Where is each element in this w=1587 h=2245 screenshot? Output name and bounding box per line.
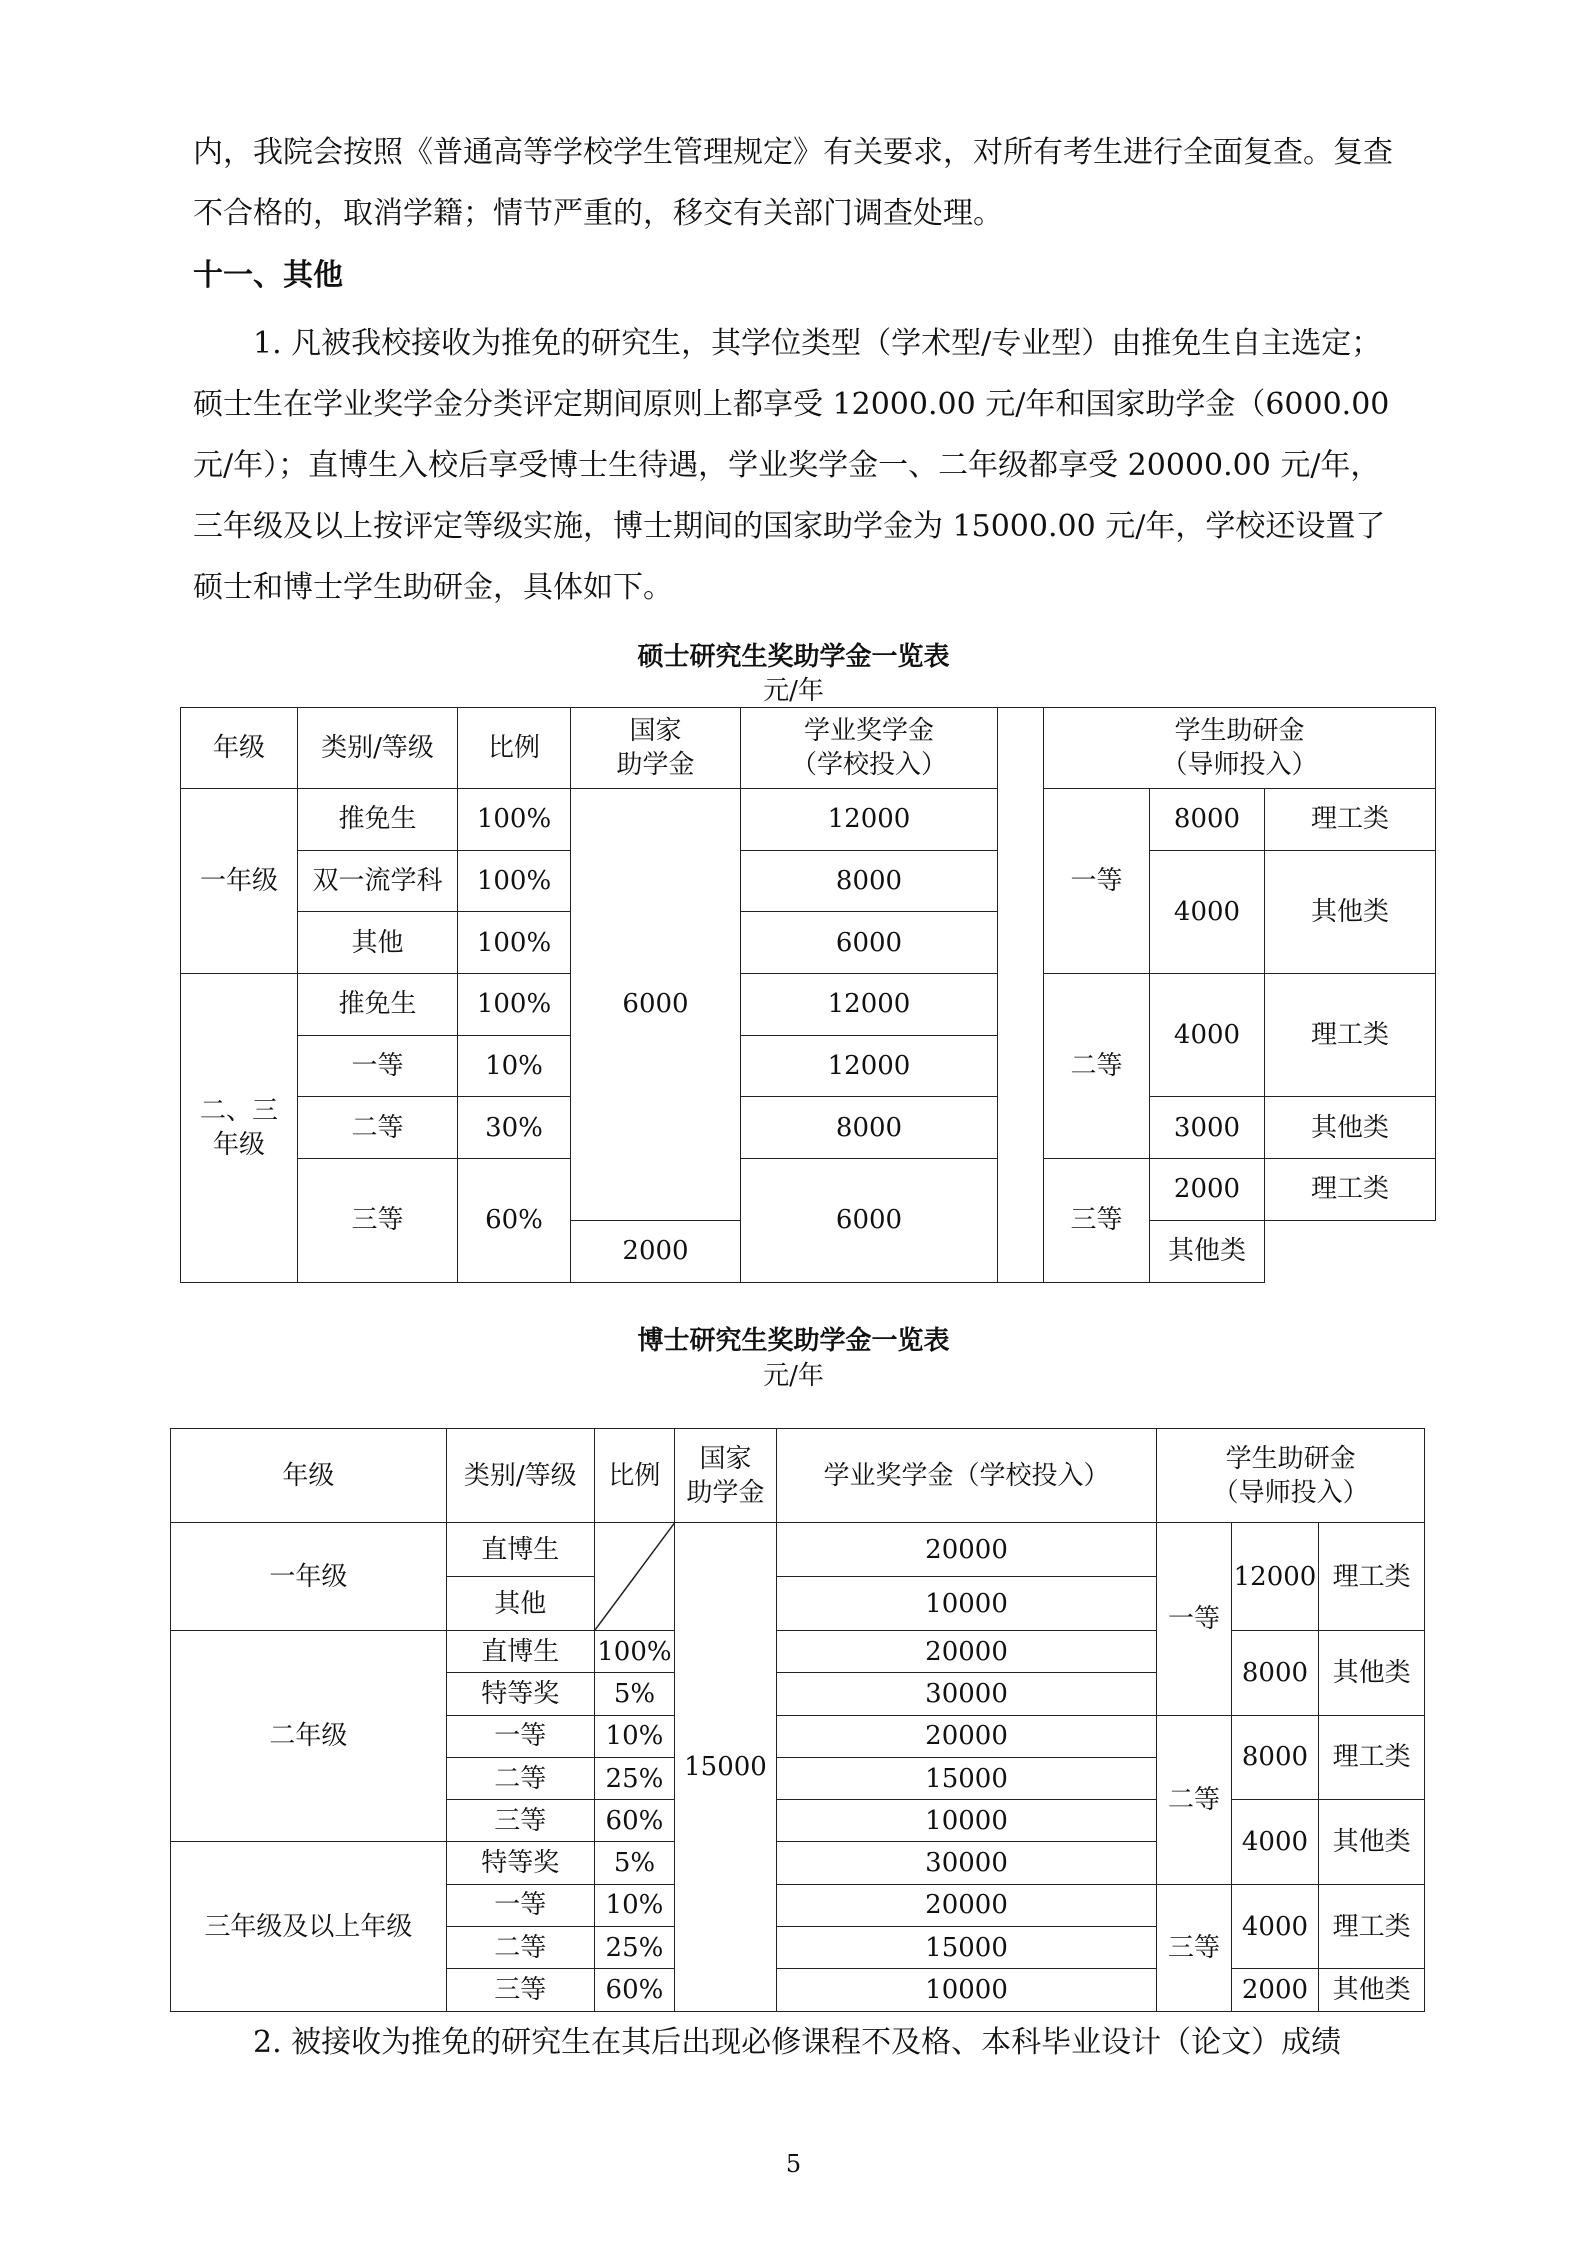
page-number: 5 xyxy=(785,2150,802,2178)
category-cell: 特等奖 xyxy=(446,1842,594,1884)
category-cell: 三等 xyxy=(446,1800,594,1842)
assistant-type-cell: 理工类 xyxy=(1265,789,1436,851)
category-cell: 一等 xyxy=(446,1715,594,1757)
category-cell: 一等 xyxy=(298,1035,458,1097)
ratio-cell: 10% xyxy=(594,1715,675,1757)
ratio-cell: 100% xyxy=(458,789,571,851)
assistant-type-cell: 其他类 xyxy=(1265,1097,1436,1159)
table2-unit: 元/年 xyxy=(763,1361,824,1391)
ratio-cell: 10% xyxy=(458,1035,571,1097)
header-national-grant: 国家 助学金 xyxy=(571,708,741,789)
national-grant-cell: 6000 xyxy=(571,789,741,1221)
assistant-amount-cell: 8000 xyxy=(1231,1715,1319,1800)
category-cell: 直博生 xyxy=(446,1523,594,1577)
header-national-grant: 国家 助学金 xyxy=(675,1429,777,1523)
category-cell: 其他 xyxy=(298,912,458,974)
academic-cell: 12000 xyxy=(741,1035,998,1097)
header-academic-scholarship: 学业奖学金 （学校投入） xyxy=(741,708,998,789)
category-cell: 其他 xyxy=(446,1577,594,1631)
text-line: 硕士和博士学生助研金，具体如下。 xyxy=(193,570,673,605)
assistant-type-cell: 其他类 xyxy=(1319,1800,1425,1885)
doctoral-scholarship-table xyxy=(170,1428,1425,2012)
academic-cell: 30000 xyxy=(776,1842,1156,1884)
ratio-cell: 5% xyxy=(594,1842,675,1884)
academic-cell: 20000 xyxy=(776,1523,1156,1577)
assistant-level-cell: 一等 xyxy=(1044,789,1150,974)
paragraph-2 xyxy=(193,2012,1425,2073)
academic-cell: 10000 xyxy=(776,1800,1156,1842)
assistant-level-cell: 二等 xyxy=(1157,1715,1231,1884)
academic-cell: 12000 xyxy=(741,974,998,1036)
ratio-cell: 30% xyxy=(458,1097,571,1159)
text-line: 元/年）；直博生入校后享受博士生待遇，学业奖学金一、二年级都享受 20000.00 元/年， xyxy=(193,448,1381,483)
header-research-assistantship: 学生助研金 （导师投入） xyxy=(1044,708,1436,789)
assistant-type-cell: 其他类 xyxy=(1319,1969,1425,2011)
table1-title: 硕士研究生奖助学金一览表 xyxy=(637,642,950,672)
ratio-cell: 100% xyxy=(458,912,571,974)
assistant-amount-cell: 4000 xyxy=(1150,850,1265,973)
text-line: 内，我院会按照《普通高等学校学生管理规定》有关要求，对所有考生进行全面复查。复查 xyxy=(193,135,1393,170)
academic-cell: 20000 xyxy=(776,1715,1156,1757)
grade-cell: 一年级 xyxy=(181,789,298,974)
assistant-type-cell: 理工类 xyxy=(1265,1159,1436,1221)
category-cell: 二等 xyxy=(446,1757,594,1799)
academic-cell: 8000 xyxy=(741,850,998,912)
assistant-amount-cell: 3000 xyxy=(1150,1097,1265,1159)
category-cell: 直博生 xyxy=(446,1631,594,1673)
spacer-column xyxy=(998,708,1044,1283)
header-academic-scholarship: 学业奖学金（学校投入） xyxy=(776,1429,1156,1523)
category-cell: 特等奖 xyxy=(446,1673,594,1715)
header-category: 类别/等级 xyxy=(298,708,458,789)
category-cell: 二等 xyxy=(446,1927,594,1969)
ratio-cell: 100% xyxy=(594,1631,675,1673)
header-ratio: 比例 xyxy=(594,1429,675,1523)
header-grade: 年级 xyxy=(171,1429,447,1523)
assistant-type-cell: 理工类 xyxy=(1319,1523,1425,1631)
assistant-type-cell: 其他类 xyxy=(1265,850,1436,973)
assistant-amount-cell: 2000 xyxy=(571,1220,741,1282)
header-grade: 年级 xyxy=(181,708,298,789)
ratio-cell: 100% xyxy=(458,974,571,1036)
diagonal-line xyxy=(595,1523,675,1630)
category-cell: 三等 xyxy=(298,1159,458,1282)
assistant-level-cell: 三等 xyxy=(1044,1159,1150,1282)
text-line: 2. 被接收为推免的研究生在其后出现必修课程不及格、本科毕业设计（论文）成绩 xyxy=(253,2025,1342,2060)
ratio-diagonal-cell xyxy=(594,1523,675,1631)
header-category: 类别/等级 xyxy=(446,1429,594,1523)
table1-unit: 元/年 xyxy=(763,676,824,706)
assistant-type-cell: 理工类 xyxy=(1265,974,1436,1097)
text-line: 三年级及以上按评定等级实施，博士期间的国家助学金为 15000.00 元/年，学校还设置了 xyxy=(193,509,1386,544)
category-cell: 三等 xyxy=(446,1969,594,2011)
category-cell: 二等 xyxy=(298,1097,458,1159)
text-line: 不合格的，取消学籍；情节严重的，移交有关部门调查处理。 xyxy=(193,196,1003,231)
assistant-type-cell: 理工类 xyxy=(1319,1884,1425,1969)
table2-title: 博士研究生奖助学金一览表 xyxy=(637,1326,950,1356)
header-ratio: 比例 xyxy=(458,708,571,789)
academic-cell: 6000 xyxy=(741,912,998,974)
assistant-type-cell: 理工类 xyxy=(1319,1715,1425,1800)
academic-cell: 15000 xyxy=(776,1757,1156,1799)
assistant-amount-cell: 4000 xyxy=(1150,974,1265,1097)
academic-cell: 10000 xyxy=(776,1969,1156,2011)
academic-cell: 6000 xyxy=(741,1159,998,1282)
assistant-amount-cell: 2000 xyxy=(1231,1969,1319,2011)
grade-cell: 二年级 xyxy=(171,1631,447,1842)
ratio-cell: 100% xyxy=(458,850,571,912)
academic-cell: 10000 xyxy=(776,1577,1156,1631)
intro-paragraph xyxy=(193,122,1425,244)
academic-cell: 15000 xyxy=(776,1927,1156,1969)
assistant-amount-cell: 8000 xyxy=(1150,789,1265,851)
grade-cell: 一年级 xyxy=(171,1523,447,1631)
assistant-amount-cell: 2000 xyxy=(1150,1159,1265,1221)
assistant-type-cell: 其他类 xyxy=(1150,1220,1265,1282)
category-cell: 双一流学科 xyxy=(298,850,458,912)
category-cell: 一等 xyxy=(446,1884,594,1926)
ratio-cell: 5% xyxy=(594,1673,675,1715)
ratio-cell: 60% xyxy=(458,1159,571,1282)
section-heading: 十一、其他 xyxy=(193,258,343,293)
assistant-amount-cell: 4000 xyxy=(1231,1800,1319,1885)
academic-cell: 20000 xyxy=(776,1631,1156,1673)
assistant-amount-cell: 12000 xyxy=(1231,1523,1319,1631)
academic-cell: 30000 xyxy=(776,1673,1156,1715)
ratio-cell: 25% xyxy=(594,1757,675,1799)
assistant-amount-cell: 8000 xyxy=(1231,1631,1319,1716)
ratio-cell: 60% xyxy=(594,1800,675,1842)
paragraph-1 xyxy=(193,313,1425,618)
ratio-cell: 10% xyxy=(594,1884,675,1926)
category-cell: 推免生 xyxy=(298,789,458,851)
academic-cell: 20000 xyxy=(776,1884,1156,1926)
header-research-assistantship: 学生助研金 （导师投入） xyxy=(1157,1429,1425,1523)
academic-cell: 8000 xyxy=(741,1097,998,1159)
assistant-amount-cell: 4000 xyxy=(1231,1884,1319,1969)
assistant-type-cell: 其他类 xyxy=(1319,1631,1425,1716)
ratio-cell: 60% xyxy=(594,1969,675,2011)
assistant-level-cell: 二等 xyxy=(1044,974,1150,1159)
assistant-level-cell: 三等 xyxy=(1157,1884,1231,2011)
category-cell: 推免生 xyxy=(298,974,458,1036)
assistant-level-cell: 一等 xyxy=(1157,1523,1231,1716)
master-scholarship-table xyxy=(180,707,1436,1283)
ratio-cell: 25% xyxy=(594,1927,675,1969)
text-line: 1. 凡被我校接收为推免的研究生，其学位类型（学术型/专业型）由推免生自主选定； xyxy=(253,326,1382,361)
grade-cell: 三年级及以上年级 xyxy=(171,1842,447,2011)
academic-cell: 12000 xyxy=(741,789,998,851)
grade-cell: 二、三 年级 xyxy=(181,974,298,1282)
text-line: 硕士生在学业奖学金分类评定期间原则上都享受 12000.00 元/年和国家助学金（6000.00 xyxy=(193,387,1390,422)
national-grant-cell: 15000 xyxy=(675,1523,777,2012)
